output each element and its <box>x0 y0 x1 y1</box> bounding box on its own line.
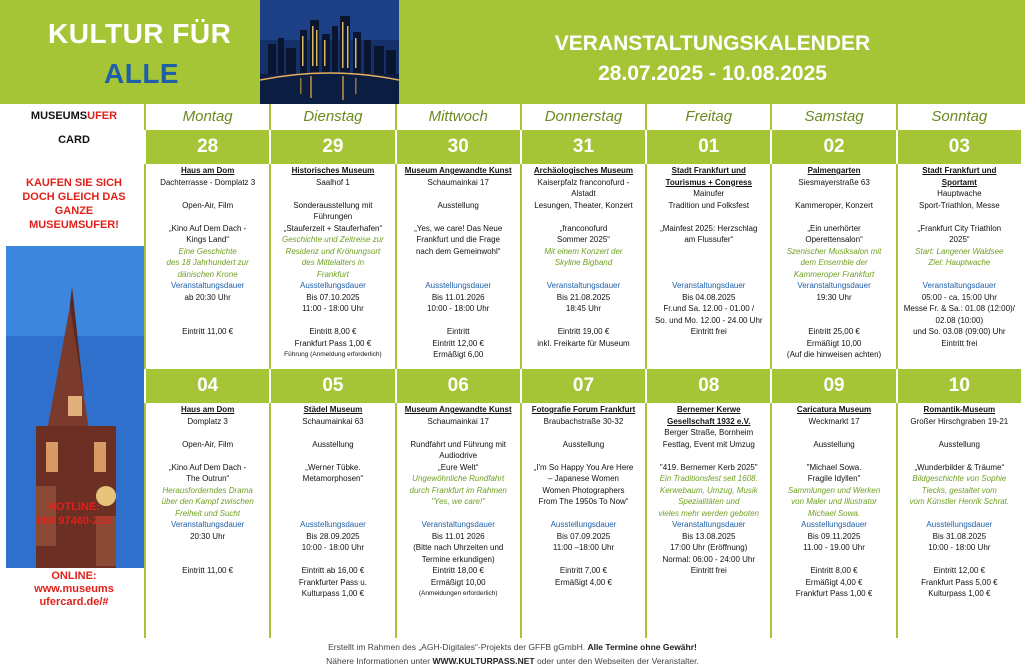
event-venue: Gesellschaft 1932 e.V. <box>667 416 751 426</box>
event-line <box>273 188 392 200</box>
event-line <box>148 450 267 462</box>
event-description: vom Künstler Henrik Schrat. <box>909 497 1010 506</box>
week1-events-grid <box>144 164 1021 369</box>
event-line: Eintritt 11,00 € <box>182 327 234 336</box>
event-line: Fragile Idyllen" <box>807 474 861 483</box>
footer-info-suffix: oder unter den Webseiten der Veranstalter. <box>534 656 699 666</box>
event-description: über den Kampf zwischen <box>161 497 254 506</box>
logo-card-text: CARD <box>58 134 90 146</box>
date-number: 31 <box>520 130 645 164</box>
event-description: "Yes, we care!" <box>431 497 486 506</box>
event-line <box>774 303 893 315</box>
event-line <box>774 427 893 439</box>
event-line: Bis 07.09.2025 <box>556 531 611 541</box>
event-line: 10:00 - 18:00 Uhr <box>928 543 991 552</box>
event-line: Schaumainkai 63 <box>302 416 364 426</box>
event-venue: Palmengarten <box>807 166 861 175</box>
event-line <box>399 257 518 269</box>
museumsufer-logo <box>4 110 144 122</box>
event-description: dänischen Krone <box>177 269 238 279</box>
weekday-header-row <box>144 104 1021 130</box>
event-line: The Outrun“ <box>186 474 230 483</box>
event-description: Geschichte und Zeitreise zur <box>282 235 384 244</box>
event-description: Tiecks, gestaltet vom <box>921 485 997 495</box>
frankfurt-skyline-image <box>260 0 399 104</box>
event-line: Frankfurt Pass 5,00 € <box>921 577 998 587</box>
event-line <box>273 496 392 508</box>
footer-kulturpass-link[interactable]: WWW.KULTURPASS.NET <box>432 656 535 666</box>
event-duration-label: Veranstaltungsdauer <box>672 281 746 290</box>
event-line: From The 1950s To Now“ <box>538 497 629 506</box>
date-number: 29 <box>269 130 394 164</box>
event-line <box>524 427 643 439</box>
event-line: Eintritt 8,00 € <box>309 327 357 336</box>
event-cell <box>520 164 645 369</box>
event-line: Kaiserpfalz franconofurd - <box>537 177 630 187</box>
event-line: 11.00 - 19.00 Uhr <box>803 543 865 552</box>
event-cell <box>770 164 895 369</box>
weekday-saturday: Samstag <box>770 104 895 130</box>
online-block <box>4 570 144 609</box>
event-line <box>399 427 518 439</box>
event-duration-label: Ausstellungsdauer <box>300 520 366 529</box>
event-venue: Caricatura Museum <box>796 405 872 414</box>
event-cell <box>520 403 645 638</box>
event-line <box>524 450 643 462</box>
event-line <box>148 542 267 554</box>
event-description: dem Ensemble der <box>800 258 868 267</box>
date-number: 08 <box>645 369 770 403</box>
online-label: ONLINE: <box>51 570 97 582</box>
event-cell <box>770 403 895 638</box>
event-line: Saalhof 1 <box>316 177 350 187</box>
event-description: Ein Traditionsfest seit 1608. <box>659 474 758 483</box>
event-description: Herausforderndes Drama <box>162 485 253 495</box>
event-line: So. und Mo. 12.00 - 24.00 Uhr <box>654 315 763 325</box>
event-line <box>524 315 643 327</box>
event-cell <box>144 403 269 638</box>
event-line: 18:45 Uhr <box>565 304 602 313</box>
event-line: Ausstellung <box>813 439 855 449</box>
event-cell <box>144 164 269 369</box>
event-line: Eintritt 19,00 € <box>557 327 610 336</box>
event-duration-label: Ausstellungsdauer <box>300 281 366 290</box>
event-line <box>774 554 893 566</box>
event-line: Ermäßigt 4,00 € <box>555 577 612 587</box>
event-line <box>649 211 768 223</box>
event-line: „Wunderbilder & Träume“ <box>914 462 1005 472</box>
event-line: „Stauferzeit + Stauferhafen“ <box>283 223 383 233</box>
event-line: Bis 11.01 2026 <box>431 531 485 541</box>
event-venue: Stadt Frankfurt und <box>922 166 997 175</box>
event-venue: Haus am Dom <box>180 166 235 175</box>
event-description: durch Frankfurt im Rahmen <box>409 485 507 495</box>
event-line: Hauptwache <box>937 189 982 198</box>
event-line: Führung (Anmeldung erforderlich) <box>284 351 382 358</box>
event-venue: Haus am Dom <box>180 405 235 414</box>
brand-title-line1: KULTUR FÜR <box>48 18 232 49</box>
event-line: Bis 31.08.2025 <box>932 531 987 541</box>
event-line: 17:00 Uhr (Eröffnung) <box>670 543 748 552</box>
event-line: „Ein unerhörter <box>807 223 861 233</box>
footer-info-prefix: Nähere Informationen unter <box>326 656 433 666</box>
event-venue: Archäologisches Museum <box>533 166 634 175</box>
event-line <box>900 269 1019 281</box>
event-line: Ausstellung <box>938 439 980 449</box>
event-line: Bis 13.08.2025 <box>682 531 736 541</box>
footer-line2 <box>0 654 1025 668</box>
event-line <box>399 508 518 520</box>
event-line: Schaumainkai 17 <box>427 177 489 187</box>
date-number: 03 <box>896 130 1021 164</box>
event-duration-label: Ausstellungsdauer <box>801 520 867 529</box>
hotline-number[interactable]: 069 97460-239 <box>36 515 111 527</box>
weekday-wednesday: Mittwoch <box>395 104 520 130</box>
footer <box>0 638 1025 670</box>
event-line: Eintritt 25,00 € <box>808 327 860 336</box>
event-line <box>774 315 893 327</box>
event-line: (Bitte nach Uhrzeiten und <box>413 543 504 552</box>
week2-events-grid <box>144 403 1021 638</box>
event-description: Freiheit und Sucht <box>175 508 241 518</box>
event-line: „Mainfest 2025: Herzschlag <box>660 223 758 233</box>
event-line: „Kino Auf Dem Dach - <box>168 462 247 472</box>
event-line <box>900 554 1019 566</box>
event-line: Frankfurter Pass u. <box>298 577 367 587</box>
logo-part-ufer: UFER <box>87 110 118 122</box>
event-line: Eintritt 12,00 € <box>933 566 986 575</box>
event-line <box>148 188 267 200</box>
weekday-monday: Montag <box>144 104 269 130</box>
event-line: 05:00 - ca. 15:00 Uhr <box>921 292 997 302</box>
event-line: „Frankfurt City Triathlon <box>917 223 1002 233</box>
date-number: 09 <box>770 369 895 403</box>
event-line <box>524 554 643 566</box>
event-description: Frankfurt <box>316 269 349 279</box>
event-description: des Mittelalters in <box>301 258 365 267</box>
event-line: (Anmeldungen erforderlich) <box>418 590 498 597</box>
event-description: Start: Langener Waldsee <box>915 246 1004 256</box>
event-line: Metamorphosen“ <box>302 474 364 483</box>
event-line: Eintritt ab 16,00 € <box>301 566 365 575</box>
weekday-friday: Freitag <box>645 104 770 130</box>
event-line: Dachterrasse - Domplatz 3 <box>160 177 256 187</box>
date-number: 28 <box>144 130 269 164</box>
event-line: "Michael Sowa. <box>806 462 862 472</box>
event-line: Eintritt 12,00 € <box>432 338 484 348</box>
event-cell <box>269 403 394 638</box>
event-line <box>524 508 643 520</box>
event-duration-label: Veranstaltungsdauer <box>170 281 245 290</box>
logo-part-museums: MUSEUMS <box>30 110 88 122</box>
event-line: Rundfahrt und Führung mit <box>410 439 506 449</box>
date-number: 05 <box>269 369 394 403</box>
event-line <box>148 211 267 223</box>
event-line: Fr.und Sa. 12.00 - 01.00 / <box>663 304 755 313</box>
event-line: Frankfurt und die Frage <box>416 235 500 244</box>
event-line: Eintritt 18,00 € <box>432 566 484 575</box>
event-line: "419. Bernemer Kerb 2025" <box>659 462 758 472</box>
event-line: Sonderausstellung mit <box>293 200 373 210</box>
event-line <box>273 450 392 462</box>
event-line: Sport-Triathlon, Messe <box>919 200 1000 210</box>
brand-title-line2: ALLE <box>104 58 180 89</box>
event-line: „Kino Auf Dem Dach - <box>168 223 247 233</box>
event-venue: Museum Angewandte Kunst <box>404 405 512 414</box>
event-line: Eintritt 11,00 € <box>182 566 234 575</box>
footer-credit: Erstellt im Rahmen des „AGH-Digitales“-Projekts der GFFB gGmbH. <box>328 642 588 652</box>
event-line: „Werner Tübke. <box>305 462 361 472</box>
event-line <box>399 211 518 223</box>
event-line: Mainufer <box>693 189 725 198</box>
event-line: Termine erkundigen) <box>421 554 495 564</box>
weekday-thursday: Donnerstag <box>520 104 645 130</box>
weekday-sunday: Sonntag <box>896 104 1021 130</box>
event-line <box>649 269 768 281</box>
event-line <box>649 257 768 269</box>
event-description: Kammeroper Frankfurt <box>793 269 875 279</box>
calendar-date-range: 28.07.2025 - 10.08.2025 <box>598 62 827 85</box>
event-line: 10:00 - 18:00 Uhr <box>301 543 365 552</box>
event-description: Spezialitäten und <box>678 497 740 506</box>
event-line <box>399 188 518 200</box>
event-line: Sommer 2025“ <box>557 235 610 244</box>
event-cell <box>269 164 394 369</box>
event-line <box>524 211 643 223</box>
event-description: Szenischer Musiksalon mit <box>786 246 882 256</box>
event-description: von Maler und Illustrator <box>791 497 877 506</box>
event-description: Mit einem Konzert der <box>544 246 623 256</box>
event-line <box>774 188 893 200</box>
event-line: Festtag, Event mit Umzug <box>662 439 755 449</box>
event-line <box>148 315 267 327</box>
event-line <box>148 303 267 315</box>
event-line: Domplatz 3 <box>187 416 228 426</box>
event-line: Bis 09.11.2025 <box>807 531 861 541</box>
event-line: Frankfurt Pass 1,00 € <box>294 338 372 348</box>
event-cell <box>896 164 1021 369</box>
event-line: 10:00 - 18:00 Uhr <box>427 304 490 313</box>
event-venue: Stadt Frankfurt und <box>671 166 746 175</box>
event-line <box>148 554 267 566</box>
event-line: Eintritt frei <box>690 327 727 336</box>
event-description: Ungewöhnliche Rundfahrt <box>412 474 505 483</box>
hotline-block <box>4 500 144 528</box>
event-description: Bildgeschichte von Sophie <box>912 474 1007 483</box>
week2-date-row <box>144 369 1021 403</box>
event-cell <box>896 403 1021 638</box>
event-line <box>774 211 893 223</box>
online-url-line1[interactable]: www.museums <box>34 583 114 595</box>
event-line: Braubachstraße 30-32 <box>543 416 624 426</box>
event-description: vieles mehr werden geboten <box>658 508 760 518</box>
event-line: Alstadt <box>571 189 596 198</box>
event-line: 20:30 Uhr <box>190 531 226 541</box>
event-line <box>273 427 392 439</box>
event-line: Ermäßigt 10,00 <box>430 577 486 587</box>
header-banner <box>0 0 1025 104</box>
weekday-tuesday: Dienstag <box>269 104 394 130</box>
event-line <box>649 246 768 258</box>
event-duration-label: Veranstaltungsdauer <box>672 520 746 529</box>
event-duration-label: Ausstellungsdauer <box>926 520 993 529</box>
event-line: ab 20:30 Uhr <box>184 292 231 302</box>
event-line: Eintritt 7,00 € <box>559 566 608 575</box>
event-venue: Tourismus + Congress <box>665 177 752 187</box>
date-number: 07 <box>520 369 645 403</box>
event-line: Ermäßigt 4,00 € <box>805 577 863 587</box>
event-line: Eintritt frei <box>941 338 978 348</box>
event-line: Ausstellung <box>312 439 354 449</box>
event-line: Großer Hirschgraben 19-21 <box>910 416 1009 426</box>
event-line <box>273 508 392 520</box>
event-line <box>900 450 1019 462</box>
event-line: Open-Air, Film <box>182 200 234 210</box>
event-line: Messe Fr. & Sa.: 01.08 (12:00)/ <box>903 304 1015 313</box>
event-line: Women Photographers <box>542 485 625 495</box>
event-line: Ermäßigt 10,00 <box>806 338 862 348</box>
event-line: und So. 03.08 (09:00) Uhr <box>913 327 1006 336</box>
event-line <box>399 269 518 281</box>
event-line: Kulturpass 1,00 € <box>928 589 991 598</box>
event-line <box>900 508 1019 520</box>
event-duration-label: Ausstellungsdauer <box>425 281 492 290</box>
event-line: Audiodrive <box>439 451 478 460</box>
event-venue: Museum Angewandte Kunst <box>404 166 512 175</box>
event-line: Normal: 06:00 - 24:00 Uhr <box>662 554 756 564</box>
event-line: Operettensalon“ <box>805 235 863 244</box>
event-line: Lesungen, Theater, Konzert <box>534 200 633 210</box>
week1-date-row <box>144 130 1021 164</box>
event-line: Open-Air, Film <box>182 439 234 449</box>
event-line: Schaumainkai 17 <box>427 416 489 426</box>
event-line: am Flussufer“ <box>684 235 734 244</box>
event-line <box>524 269 643 281</box>
event-line: Kings Land“ <box>186 235 229 244</box>
date-number: 02 <box>770 130 895 164</box>
event-line: „franconofurd <box>559 223 608 233</box>
date-number: 04 <box>144 369 269 403</box>
event-line <box>900 211 1019 223</box>
date-number: 01 <box>645 130 770 164</box>
event-duration-label: Ausstellungsdauer <box>550 520 617 529</box>
event-line: Weckmarkt 17 <box>808 416 860 426</box>
event-venue: Historisches Museum <box>291 166 375 175</box>
event-line: Tradition und Folksfest <box>668 200 750 210</box>
event-line: 11:00 - 18:00 Uhr <box>302 304 364 313</box>
event-line: „Yes, we care! Das Neue <box>414 223 503 233</box>
date-number: 30 <box>395 130 520 164</box>
event-line: Ausstellung <box>437 200 479 210</box>
event-line: 02.08 (10:00) <box>935 315 984 325</box>
event-line: Frankfurt Pass 1,00 € <box>795 589 873 598</box>
event-line: Ermäßigt 6,00 <box>433 350 484 359</box>
event-description: Kerwebaum, Umzug, Musik <box>659 485 758 495</box>
event-line: Eintritt 8,00 € <box>810 566 858 575</box>
event-duration-label: Veranstaltungsdauer <box>797 281 871 290</box>
event-description: Eine Geschichte <box>178 246 237 256</box>
sidebar <box>4 104 144 638</box>
footer-line1 <box>0 640 1025 654</box>
event-line: „I'm So Happy You Are Here <box>533 462 634 472</box>
event-line: Siesmayerstraße 63 <box>798 177 870 187</box>
event-line: 19:30 Uhr <box>816 292 852 302</box>
event-line: Berger Straße, Bornheim <box>664 428 754 437</box>
event-line <box>399 315 518 327</box>
event-line: Ausstellung <box>562 439 605 449</box>
event-duration-label: Veranstaltungsdauer <box>170 520 245 529</box>
event-description: Sammlungen und Werken <box>787 485 881 495</box>
event-cell <box>645 403 770 638</box>
hotline-label: HOTLINE: <box>48 501 100 513</box>
event-venue: Sportamt <box>941 177 977 187</box>
buy-promo-text: KAUFEN SIE SICH DOCH GLEICH DAS GANZE MUSEUMSUFER! <box>22 177 126 231</box>
event-venue: Städel Museum <box>303 405 363 414</box>
event-line <box>148 427 267 439</box>
footer-disclaimer: Alle Termine ohne Gewähr! <box>587 642 697 652</box>
event-line <box>649 450 768 462</box>
event-line: Kammeroper, Konzert <box>795 200 873 210</box>
event-line: 11:00 –18:00 Uhr <box>552 543 615 552</box>
event-line: Bis 11.01.2026 <box>431 292 485 302</box>
event-description: Skyline Bigband <box>554 258 613 267</box>
event-venue: Romantik-Museum <box>923 405 996 414</box>
event-duration-label: Veranstaltungsdauer <box>922 281 997 290</box>
event-line: „Eure Welt“ <box>438 462 479 472</box>
event-duration-label: Veranstaltungsdauer <box>546 281 621 290</box>
event-cell <box>645 164 770 369</box>
date-number: 10 <box>896 369 1021 403</box>
event-description: Michael Sowa. <box>808 508 861 518</box>
event-venue: Fotografie Forum Frankfurt <box>531 405 636 414</box>
online-url-line2[interactable]: ufercard.de/# <box>39 596 109 608</box>
event-line: Eintritt <box>446 327 470 336</box>
event-line <box>273 554 392 566</box>
event-description: Residenz und Krönungsort <box>285 246 381 256</box>
event-line: – Japanese Women <box>547 474 619 483</box>
event-line: Bis 28.09.2025 <box>306 531 360 541</box>
event-line: Eintritt frei <box>690 566 727 575</box>
event-line: Bis 04.08.2025 <box>682 292 736 302</box>
event-duration-label: Veranstaltungsdauer <box>421 520 495 529</box>
event-line: Führungen <box>313 212 353 221</box>
event-description: Ziel: Hauptwache <box>928 258 991 267</box>
event-line: nach dem Gemeinwohl“ <box>415 246 501 256</box>
calendar-title: VERANSTALTUNGSKALENDER <box>554 32 871 55</box>
date-number: 06 <box>395 369 520 403</box>
event-line: inkl. Freikarte für Museum <box>537 338 630 348</box>
event-cell <box>395 164 520 369</box>
event-cell <box>395 403 520 638</box>
event-line <box>273 485 392 497</box>
event-line: Bis 21.08.2025 <box>556 292 611 302</box>
event-line: Kulturpass 1,00 € <box>301 589 365 598</box>
event-line <box>774 450 893 462</box>
event-line: 2025“ <box>949 235 970 244</box>
event-description: des 18 Jahrhundert zur <box>166 258 249 267</box>
event-line <box>900 427 1019 439</box>
event-line <box>273 315 392 327</box>
event-line: (Auf die hinweisen achten) <box>786 350 882 359</box>
event-venue: Bernemer Kerwe <box>676 405 741 414</box>
event-line: Bis 07.10.2025 <box>306 292 360 302</box>
